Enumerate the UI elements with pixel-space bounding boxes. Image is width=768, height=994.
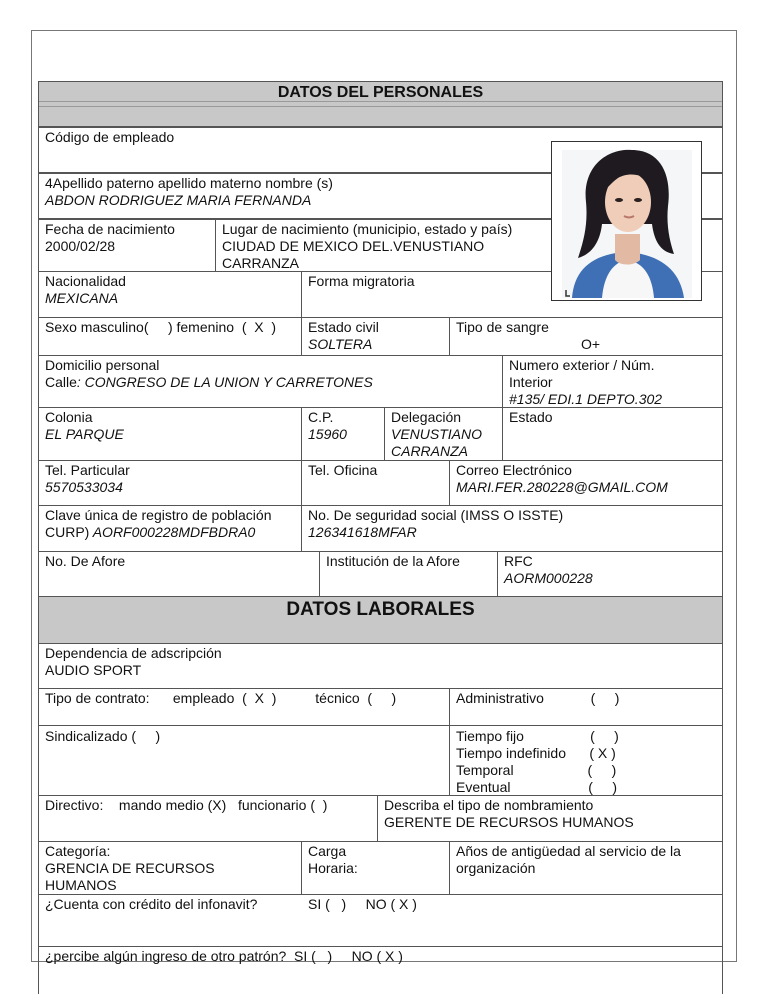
carga-label-2: Horaria: [308,860,358,876]
employee-photo [551,141,702,301]
lugar-label: Lugar de nacimiento (municipio, estado y país) [222,221,513,237]
antiguedad-cell [449,841,723,895]
fecha-cell [38,219,216,272]
categoria-value-2: HUMANOS [45,877,117,893]
cp-value: 15960 [308,426,347,442]
cp-cell [301,407,385,461]
otro-patron-cell [38,946,723,994]
temporal: Temporal ( ) [456,762,617,778]
directivo-cell [38,795,378,842]
carga-cell [301,841,450,895]
infonavit-text: ¿Cuenta con crédito del infonavit? SI ( ) NO ( X ) [45,896,417,912]
forma-label: Forma migratoria [308,273,415,289]
section-title-personal: DATOS DEL PERSONALES [277,84,484,101]
afore-label: No. De Afore [45,553,126,569]
directivo-text: Directivo: mando medio (X) funcionario ( ) [45,797,328,813]
numero-cell [502,355,723,408]
afore-cell [38,551,320,597]
calle-value: : CONGRESO DE LA UNION Y CARRETONES [76,374,373,390]
tiempo-fijo: Tiempo fijo ( ) [456,728,619,744]
contrato-cell [38,688,450,726]
oficina-cell [301,460,450,506]
dependencia-value: AUDIO SPORT [45,662,142,678]
nacionalidad-label: Nacionalidad [45,273,126,289]
sangre-label: Tipo de sangre [456,319,549,335]
nombre-value: ABDON RODRIGUEZ MARIA FERNANDA [45,192,312,208]
delegacion-value-2: CARRANZA [391,443,469,459]
antiguedad-label-1: Años de antigüedad al servicio de la [456,843,681,859]
sangre-cell [449,317,723,356]
administrativo-cell [449,688,723,726]
dependencia-cell [38,643,723,689]
correo-value: MARI.FER.280228@GMAIL.COM [456,479,668,495]
inst-afore-label: Institución de la Afore [326,553,460,569]
categoria-label: Categoría: [45,843,111,859]
categoria-cell [38,841,302,895]
civil-label: Estado civil [308,319,379,335]
nombramiento-cell [377,795,723,842]
sindicalizado-text: Sindicalizado ( ) [45,728,161,744]
nombramiento-value: GERENTE DE RECURSOS HUMANOS [384,814,634,830]
lugar-value: CIUDAD DE MEXICO DEL.VENUSTIANO CARRANZA [222,238,485,271]
rfc-label: RFC [504,553,533,569]
tiempo-cell [449,725,723,796]
curp-label: Clave única de registro de población [45,507,272,523]
section-title-laboral: DATOS LABORALES [286,599,475,620]
cp-label: C.P. [308,409,334,425]
numero-value: #135/ EDI.1 DEPTO.302 [509,391,663,407]
curp-cell [38,505,302,552]
otro-patron-text: ¿percibe algún ingreso de otro patrón? SI ( ) NO ( X ) [45,948,403,964]
tel-cell [38,460,302,506]
delegacion-value-1: VENUSTIANO [391,426,483,442]
sindicalizado-cell [38,725,450,796]
domicilio-label: Domicilio personal [45,357,160,373]
imss-label: No. De seguridad social (IMSS O ISSTE) [308,507,564,523]
correo-label: Correo Electrónico [456,462,572,478]
contrato-text: Tipo de contrato: empleado ( X ) técnico ( ) [45,690,397,706]
carga-label-1: Carga [308,843,347,859]
curp-value: AORF000228MDFBDRA0 [89,524,256,540]
numero-label-2: Interior [509,374,553,390]
estado-cell [502,407,723,461]
nacionalidad-cell [38,271,302,318]
colonia-value: EL PARQUE [45,426,124,442]
nombre-label: 4Apellido paterno apellido materno nombre (s) [45,175,333,191]
administrativo-text: Administrativo ( ) [456,690,620,706]
correo-cell [449,460,723,506]
section-header-personal [38,81,723,127]
antiguedad-label-2: organización [456,860,536,876]
fecha-value: 2000/02/28 [45,238,116,254]
imss-value: 126341618MFAR [308,524,417,540]
imss-cell [301,505,723,552]
delegacion-cell [384,407,503,461]
rfc-value: AORM000228 [504,570,593,586]
domicilio-cell [38,355,503,408]
codigo-label: Código de empleado [45,129,175,145]
tiempo-indefinido: Tiempo indefinido ( X ) [456,745,616,761]
sangre-value: O+ [581,336,601,352]
tel-value: 5570533034 [45,479,123,495]
categoria-value-1: GRENCIA DE RECURSOS [45,860,215,876]
section-header-laboral [38,596,723,644]
dependencia-label: Dependencia de adscripción [45,645,222,661]
fecha-label: Fecha de nacimiento [45,221,175,237]
curp-prefix: CURP) [45,524,90,540]
estado-label: Estado [509,409,553,425]
tel-label: Tel. Particular [45,462,130,478]
colonia-cell [38,407,302,461]
eventual: Eventual ( ) [456,779,618,795]
employee-photo-image [552,142,701,300]
nacionalidad-value: MEXICANA [45,290,119,306]
nombramiento-label: Describa el tipo de nombramiento [384,797,594,813]
civil-cell [301,317,450,356]
sexo-text: Sexo masculino( ) femenino ( X ) [45,319,277,335]
delegacion-label: Delegación [391,409,462,425]
calle-prefix: Calle [45,374,77,390]
oficina-label: Tel. Oficina [308,462,378,478]
rfc-cell [497,551,723,597]
sexo-cell [38,317,302,356]
infonavit-cell [38,894,723,947]
numero-label-1: Numero exterior / Núm. [509,357,655,373]
civil-value: SOLTERA [308,336,373,352]
colonia-label: Colonia [45,409,93,425]
inst-afore-cell [319,551,498,597]
